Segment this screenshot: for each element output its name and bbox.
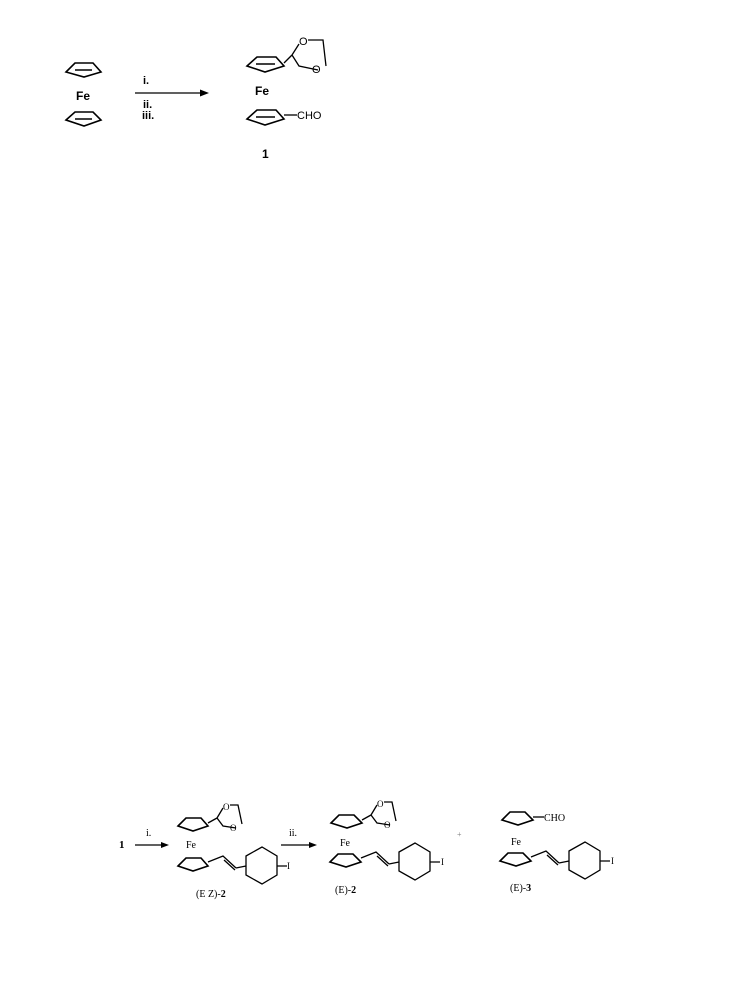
reagent-ii: ii.: [289, 828, 298, 839]
reaction-arrow-1: [135, 75, 209, 122]
cp-ring-top: [502, 812, 533, 825]
acetal-bond: [284, 55, 292, 63]
fe-label: Fe: [511, 837, 521, 848]
vinyl-bond: [361, 852, 389, 864]
cp-ring-bottom: [178, 858, 208, 871]
scheme-1: [66, 36, 326, 161]
reaction-arrow-2: [135, 828, 169, 848]
scheme-2: [119, 799, 614, 900]
fe-label: Fe: [255, 84, 270, 98]
o-top: O: [377, 799, 384, 809]
fe-label: Fe: [76, 89, 91, 103]
iodo-label: I: [611, 856, 614, 866]
product-1: [247, 36, 326, 161]
product-b-name: (E)-3: [510, 883, 532, 894]
intermediate-ez-2: [178, 802, 290, 900]
ferrocene-reactant: [66, 63, 101, 126]
intermediate-name: (E Z)-2: [196, 889, 226, 900]
compound-number: 1: [262, 147, 269, 161]
product-a-name: (E)-2: [335, 885, 357, 896]
cp-ring-top: [178, 818, 208, 831]
cp-ring-top: [331, 815, 362, 828]
aldehyde-label: CHO: [544, 813, 566, 824]
aryl-ring: [236, 847, 287, 884]
dioxolane-o-bottom: O: [312, 64, 321, 76]
iodo-label: I: [287, 861, 290, 871]
fe-label: Fe: [340, 838, 350, 849]
o-bottom: O: [230, 823, 237, 833]
reagent-ii: ii.: [143, 99, 153, 111]
dioxolane-ring: [292, 40, 326, 70]
o-bottom: O: [384, 820, 391, 830]
reagent-i: i.: [143, 75, 150, 87]
cp-ring-bottom: [500, 853, 531, 866]
iodo-label: I: [441, 857, 444, 867]
cp-ring-bottom: [330, 854, 361, 867]
fe-label: Fe: [186, 840, 196, 851]
product-e-3: [500, 812, 614, 894]
acetal-bond: [362, 815, 371, 820]
reagent-i: i.: [146, 828, 152, 839]
start-compound: 1: [119, 839, 125, 851]
dioxolane-o-top: O: [299, 36, 308, 48]
reaction-arrow-3: [281, 828, 317, 848]
vinyl-bond: [208, 856, 236, 868]
reagent-iii: iii.: [142, 110, 155, 122]
vinyl-bond: [531, 851, 559, 863]
aryl-ring: [559, 842, 610, 879]
acetal-bond: [208, 818, 217, 823]
product-e-2: [330, 799, 444, 896]
plus-sign: +: [457, 830, 462, 839]
o-top: O: [223, 802, 230, 812]
aryl-ring: [389, 843, 440, 880]
aldehyde-label: CHO: [297, 110, 322, 122]
